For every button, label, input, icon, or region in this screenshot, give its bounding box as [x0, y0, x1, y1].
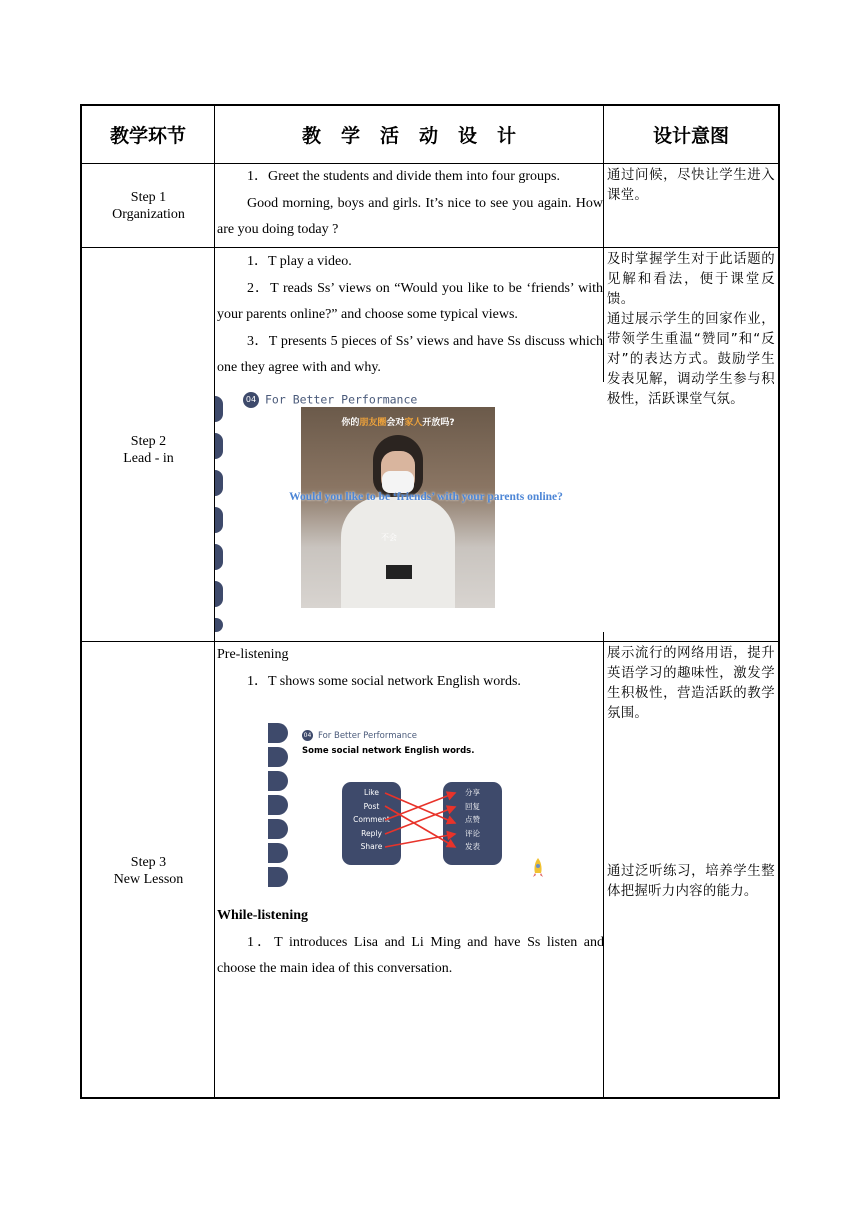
step2-activities: 1．T play a video. 2．T reads Ss’ views on “Would you like to be ‘friends’ with your parents online?” and choose some typical views. 3．T presents 5 pieces of Ss’ views and have Ss discuss which one they agree with and why. 04 For Better Performance 你的朋友圈会对家人开放吗? 不会 Would you like to be ‘friends’ with your parents online?	[215, 248, 604, 641]
slide-number-badge: 04	[243, 392, 259, 408]
step3-activities: Pre-listening 1．T shows some social network English words. 04 For Better Performance Some social network English words. Like Post Comment Reply Share 分享 回复 点赞 评论 发表 While-listening 1．T introduces Lisa and Li Ming and have Ss listen and choose the main idea of this conversation.	[215, 642, 604, 1097]
video-question-text: Would you like to be ‘friends’ with your parents online?	[289, 491, 563, 503]
pre-listening-heading: Pre-listening	[217, 647, 289, 662]
student-figure	[339, 425, 457, 608]
step1-row	[82, 164, 778, 248]
lesson-plan-table	[80, 104, 780, 1099]
slide-subtitle: Some social network English words.	[302, 746, 475, 756]
matching-arrows	[215, 708, 604, 894]
video-caption: 不会	[381, 533, 397, 542]
rocket-icon	[532, 858, 544, 878]
chinese-words-box: 分享 回复 点赞 评论 发表	[443, 782, 502, 865]
video-slide-image	[215, 382, 604, 632]
video-overlay-text: 你的朋友圈会对家人开放吗?	[341, 418, 455, 428]
step3-intent: 展示流行的网络用语，提升英语学习的趣味性，激发学生积极性，营造活跃的教学氛围。 通过泛听练习，培养学生整体把握听力内容的能力。	[607, 646, 775, 899]
header-row	[82, 106, 778, 164]
while-listening-heading: While-listening	[217, 908, 309, 923]
video-still-photo	[301, 407, 495, 608]
step2-intent: 及时掌握学生对于此话题的见解和看法，便于课堂反馈。 通过展示学生的回家作业，带领学生重温“赞同”和“反对”的表达方式。鼓励学生发表见解，调动学生参与积极性，活跃课堂气氛。	[607, 252, 775, 407]
english-words-box: Like Post Comment Reply Share	[342, 782, 401, 865]
step2-row	[82, 248, 778, 642]
slide-title: 04 For Better Performance	[303, 731, 417, 741]
slide-title: 04 For Better Performance	[243, 392, 417, 408]
vocab-slide-image	[215, 708, 604, 894]
header-stage: 教学环节	[109, 125, 186, 147]
step2-label: Step 2 Lead - in	[123, 434, 174, 466]
step1-activities: 1．Greet the students and divide them into four groups. Good morning, boys and girls. It’s nice to see you again. How are you doing today ?	[215, 164, 604, 247]
header-activity-design: 教 学 活 动 设 计	[301, 125, 517, 147]
slide-number-badge: 04	[303, 732, 312, 739]
step1-label: Step 1 Organization	[112, 190, 185, 222]
slide-side-tabs	[215, 396, 223, 643]
step1-intent: 通过问候，尽快让学生进入课堂。	[607, 168, 775, 203]
header-design-intent: 设计意图	[652, 125, 729, 147]
step3-label: Step 3 New Lesson	[113, 855, 184, 887]
step3-row	[82, 642, 778, 1097]
